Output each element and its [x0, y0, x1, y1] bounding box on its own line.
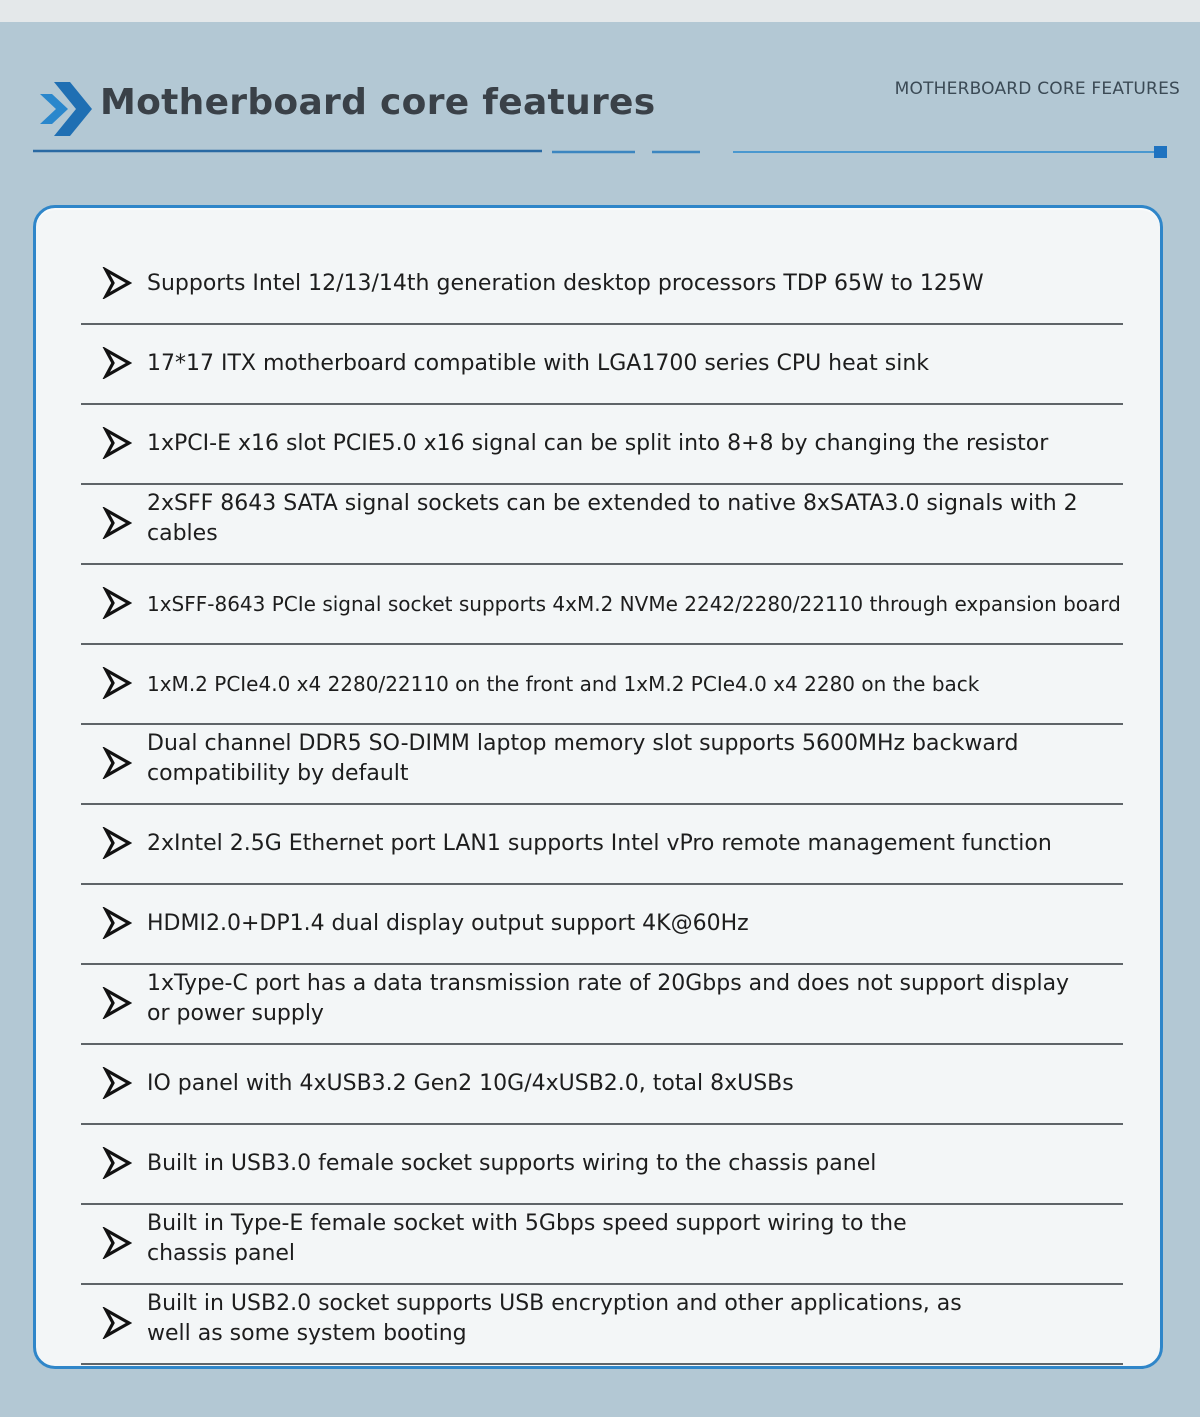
feature-item	[81, 725, 1123, 805]
feature-item	[81, 405, 1123, 485]
feature-text: Supports Intel 12/13/14th generation desktop processors TDP 65W to 125W	[147, 271, 984, 296]
section-subtitle: MOTHERBOARD CORE FEATURES	[894, 79, 1180, 99]
features-panel	[33, 205, 1163, 1369]
feature-text: Dual channel DDR5 SO-DIMM laptop memory slot supports 5600MHz backward compatibility by default	[147, 731, 1019, 787]
feature-item	[81, 965, 1123, 1045]
arrow-right-outline-icon	[102, 347, 132, 379]
top-strip	[0, 0, 1200, 22]
feature-item	[81, 245, 1123, 325]
feature-text: 17*17 ITX motherboard compatible with LGA1700 series CPU heat sink	[147, 351, 930, 376]
arrow-right-outline-icon	[102, 587, 132, 619]
arrow-right-outline-icon	[102, 667, 132, 699]
double-chevron-logo-icon	[38, 80, 92, 138]
feature-list	[81, 245, 1123, 1365]
feature-text: 2xIntel 2.5G Ethernet port LAN1 supports Intel vPro remote management function	[147, 831, 1052, 856]
feature-item	[81, 805, 1123, 885]
arrow-right-outline-icon	[102, 747, 132, 779]
arrow-right-outline-icon	[102, 827, 132, 859]
feature-text: 2xSFF 8643 SATA signal sockets can be extended to native 8xSATA3.0 signals with 2 cables	[147, 491, 1078, 547]
feature-text: 1xType-C port has a data transmission rate of 20Gbps and does not support display or power supply	[147, 971, 1070, 1027]
feature-item	[81, 1285, 1123, 1365]
feature-text: IO panel with 4xUSB3.2 Gen2 10G/4xUSB2.0, total 8xUSBs	[147, 1071, 794, 1096]
arrow-right-outline-icon	[102, 1227, 132, 1259]
arrow-right-outline-icon	[102, 1067, 132, 1099]
arrow-right-outline-icon	[102, 907, 132, 939]
feature-item	[81, 1205, 1123, 1285]
feature-item	[81, 485, 1123, 565]
feature-item	[81, 645, 1123, 725]
feature-text: 1xSFF-8643 PCIe signal socket supports 4xM.2 NVMe 2242/2280/22110 through expansion board	[147, 592, 1121, 616]
arrow-right-outline-icon	[102, 1307, 132, 1339]
feature-text: 1xPCI-E x16 slot PCIE5.0 x16 signal can be split into 8+8 by changing the resistor	[147, 431, 1049, 456]
feature-text: HDMI2.0+DP1.4 dual display output support 4K@60Hz	[147, 911, 749, 936]
feature-item	[81, 885, 1123, 965]
feature-item	[81, 565, 1123, 645]
arrow-right-outline-icon	[102, 987, 132, 1019]
arrow-right-outline-icon	[102, 267, 132, 299]
header-divider	[0, 140, 1200, 162]
arrow-right-outline-icon	[102, 507, 132, 539]
feature-item	[81, 1125, 1123, 1205]
feature-text: 1xM.2 PCIe4.0 x4 2280/22110 on the front and 1xM.2 PCIe4.0 x4 2280 on the back	[147, 672, 980, 696]
feature-text: Built in Type-E female socket with 5Gbps speed support wiring to the chassis panel	[147, 1211, 907, 1267]
page-title: Motherboard core features	[100, 82, 656, 123]
arrow-right-outline-icon	[102, 1147, 132, 1179]
feature-item	[81, 325, 1123, 405]
feature-text: Built in USB2.0 socket supports USB encryption and other applications, as well as some system booting	[147, 1291, 962, 1347]
feature-item	[81, 1045, 1123, 1125]
arrow-right-outline-icon	[102, 427, 132, 459]
feature-text: Built in USB3.0 female socket supports wiring to the chassis panel	[147, 1151, 877, 1176]
